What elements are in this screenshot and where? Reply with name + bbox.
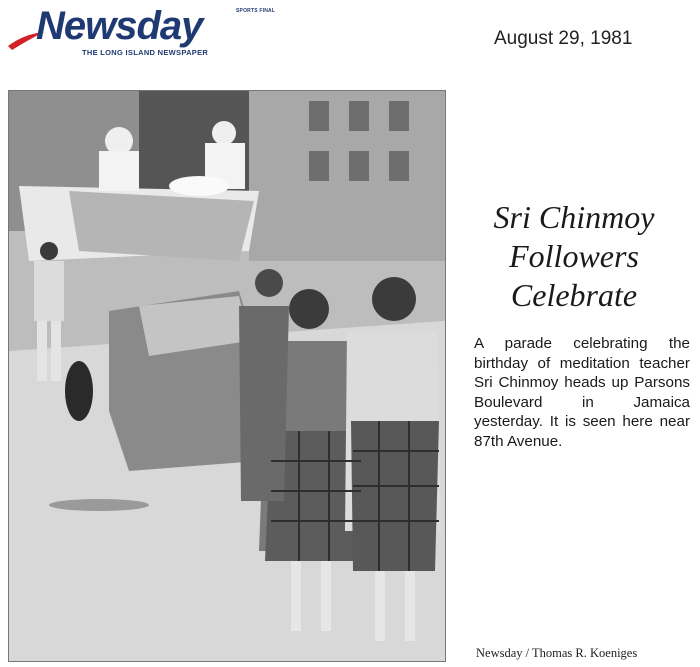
photo-caption: A parade celebrating the birthday of meditation teacher Sri Chinmoy heads up Parsons Boulevard in Jamaica yesterday. It is seen here near 87th Avenue. (474, 335, 690, 450)
publication-date: August 29, 1981 (494, 28, 633, 49)
headline-line: Celebrate (510, 277, 638, 313)
newspaper-masthead (6, 4, 306, 60)
photo-credit: Newsday / Thomas R. Koeniges (476, 646, 638, 660)
newsday-logo-text: Newsday (36, 4, 203, 48)
parade-photo (8, 90, 446, 662)
article-headline (452, 198, 696, 315)
masthead-tagline: THE LONG ISLAND NEWSPAPER (82, 48, 209, 57)
headline-line: Followers (509, 238, 639, 274)
parade-photo-illustration (9, 91, 445, 661)
edition-label: SPORTS FINAL (236, 8, 276, 14)
headline-line: Sri Chinmoy (493, 199, 655, 235)
